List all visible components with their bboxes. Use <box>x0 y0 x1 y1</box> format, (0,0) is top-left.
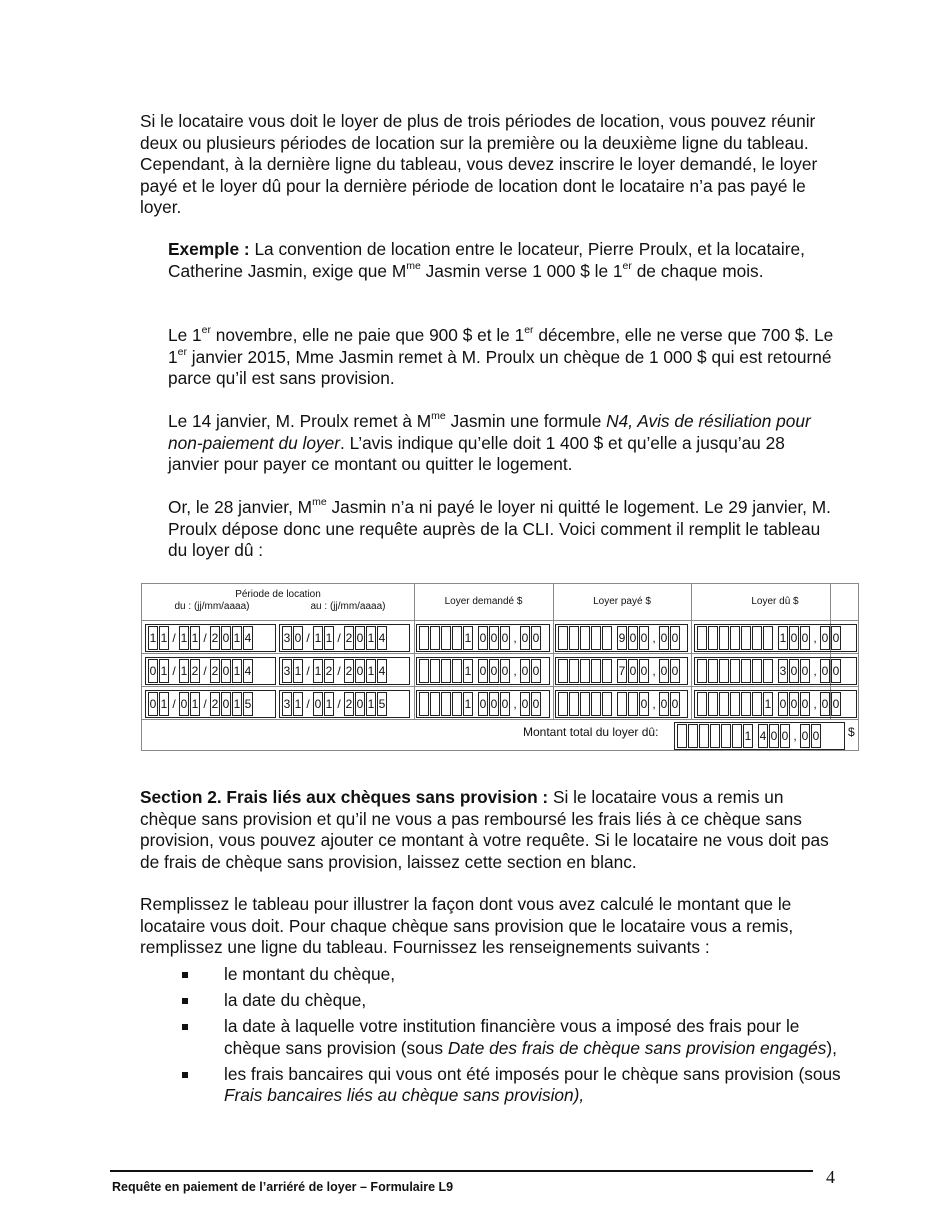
rent-paid-amount: 0 , 0 0 <box>555 690 688 718</box>
rent-owed-amount: 1 0 0 0 , 0 0 <box>694 690 857 718</box>
header-rent-charged: Loyer demandé $ <box>444 596 523 607</box>
section-2-title: Section 2. Frais liés aux chèques sans provision : <box>140 787 549 807</box>
period-to-date: 3 1 / 1 2 / 2 0 1 4 <box>279 657 410 685</box>
header-period: Période de location <box>235 589 321 600</box>
list-item: le montant du chèque, <box>140 964 850 986</box>
rent-paid-amount: 9 0 0 , 0 0 <box>555 624 688 652</box>
example-paragraph-1: Exemple : La convention de location entre le locateur, Pierre Proulx, et la locataire, Catherine Jasmin, exige que $M^{me}$ Jasmin verse 1 000 $ le 1er de chaque mois. <box>168 239 805 281</box>
footer-divider <box>110 1170 813 1172</box>
total-label: Montant total du loyer dû: <box>523 725 659 739</box>
footer-title: Requête en paiement de l’arriéré de loyer – Formulaire L9 <box>112 1180 454 1194</box>
example-paragraph-2: Le 1er novembre, elle ne paie que 900 $ et le 1er décembre, elle ne verse que 700 $. Le 1er janvier 2015, Mme Jasmin remet à M. Proulx un chèque de 1 000 $ qui est retourné parce qu’il est sans provision. <box>168 324 834 388</box>
rent-owed-amount: 3 0 0 , 0 0 <box>694 657 857 685</box>
instructions-paragraph: Remplissez le tableau pour illustrer la façon dont vous avez calculé le montant que le locataire vous doit. Pour chaque chèque sans provision que le locataire vous a remis, remplissez une ligne du tableau. Fournissez les renseignements suivants : <box>140 894 794 957</box>
rent-owed-amount: 1 0 0 , 0 0 <box>694 624 857 652</box>
header-rent-owed: Loyer dû $ <box>751 596 799 607</box>
rent-charged-amount: 1 0 0 0 , 0 0 <box>416 657 550 685</box>
period-to-date: 3 0 / 1 1 / 2 0 1 4 <box>279 624 410 652</box>
intro-paragraph: Si le locataire vous doit le loyer de plus de trois périodes de location, vous pouvez réunir deux ou plusieurs périodes de location sur la première ou la deuxième ligne du tableau. Cependant, à la dernière ligne du tableau, vous devez inscrire le loyer demandé, le loyer payé et le loyer dû pour la dernière période de location dont le locataire n’a pas payé le loyer. <box>140 111 818 217</box>
period-from-date: 1 1 / 1 1 / 2 0 1 4 <box>145 624 276 652</box>
rent-paid-amount: 7 0 0 , 0 0 <box>555 657 688 685</box>
example-paragraph-4: Or, le 28 janvier, $M^{me}$ Jasmin n’a ni payé le loyer ni quitté le logement. Le 29 janvier, M. Proulx dépose donc une requête auprès de la CLI. Voici comment il remplit le tableau du loyer dû : <box>168 496 831 560</box>
period-from-date: 0 1 / 0 1 / 2 0 1 5 <box>145 690 276 718</box>
info-list <box>140 964 850 1111</box>
page-number: 4 <box>826 1167 835 1187</box>
rent-owed-table <box>141 583 859 751</box>
example-paragraph-3: Le 14 janvier, M. Proulx remet à $M^{me}$ Jasmin une formule N4, Avis de résiliation pour non-paiement du loyer. L’avis indique qu’elle doit 1 400 $ et qu’elle a jusqu’au 28 janvier pour payer ce montant ou quitter le logement. <box>168 410 811 474</box>
list-item: la date du chèque, <box>140 990 850 1012</box>
example-label: Exemple : <box>168 239 250 259</box>
total-rent-owed: 1 4 0 0 , 0 0 <box>674 722 845 750</box>
rent-charged-amount: 1 0 0 0 , 0 0 <box>416 624 550 652</box>
list-item: la date à laquelle votre institution financière vous a imposé des frais pour le chèque sans provision (sous Date des frais de chèque sans provision engagés), <box>140 1016 850 1059</box>
period-to-date: 3 1 / 0 1 / 2 0 1 5 <box>279 690 410 718</box>
header-to: au : (jj/mm/aaaa) <box>310 601 386 612</box>
list-item: les frais bancaires qui vous ont été imposés pour le chèque sans provision (sous Frais bancaires liés au chèque sans provision), <box>140 1064 850 1107</box>
header-rent-paid: Loyer payé $ <box>593 596 651 607</box>
period-from-date: 0 1 / 1 2 / 2 0 1 4 <box>145 657 276 685</box>
section-2-paragraph: Section 2. Frais liés aux chèques sans provision : Si le locataire vous a remis un chèque sans provision et qu’il ne vous a pas remboursé les frais liés à ce chèque sans provision, vous pouvez ajouter ce montant à votre requête. Si le locataire ne vous doit pas de frais de chèque sans provision, laissez cette section en blanc. <box>140 787 829 872</box>
header-from: du : (jj/mm/aaaa) <box>174 601 250 612</box>
currency-symbol: $ <box>848 725 855 739</box>
rent-charged-amount: 1 0 0 0 , 0 0 <box>416 690 550 718</box>
